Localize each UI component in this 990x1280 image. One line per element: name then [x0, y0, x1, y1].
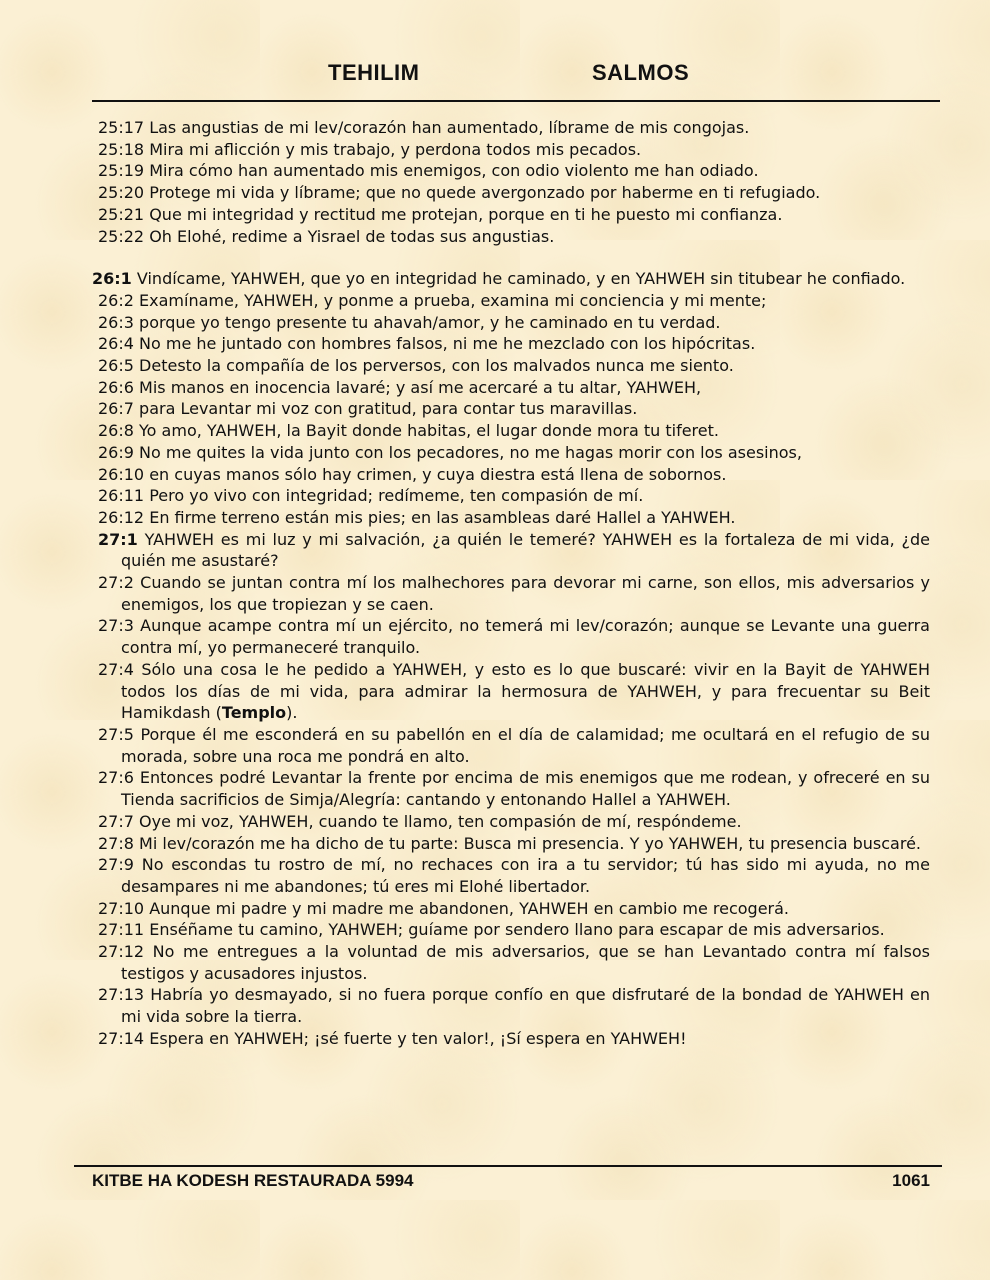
verse: [92, 811, 930, 833]
verse-ref: 26:11: [98, 486, 145, 506]
verse-ref: 27:7: [98, 811, 134, 831]
verse: [92, 160, 930, 182]
verse: [92, 442, 930, 464]
verse-text: Oye mi voz, YAHWEH, cuando te llamo, ten compasión de mí, respóndeme.: [139, 811, 742, 831]
chapter-start-verse: [92, 529, 930, 572]
verse-ref: 26:4: [98, 334, 134, 354]
verse-ref: 27:10: [98, 898, 145, 918]
verse-ref: 27:14: [98, 1028, 145, 1048]
verse-ref: 26:12: [98, 507, 145, 527]
verse-text: En firme terreno están mis pies; en las asambleas daré Hallel a YAHWEH.: [149, 507, 736, 527]
page-header: [92, 58, 940, 100]
verse-text: Espera en YAHWEH; ¡sé fuerte y ten valor!, ¡Sí espera en YAHWEH!: [149, 1028, 687, 1048]
verse: [92, 941, 930, 984]
verse-text: Mira cómo han aumentado mis enemigos, con odio violento me han odiado.: [149, 161, 759, 181]
verse: [92, 333, 930, 355]
verse-text: Porque él me esconderá en su pabellón en el día de calamidad; me ocultará en el refugio de su morada, sobre una roca me pondrá en alto.: [121, 724, 930, 766]
footer-book-title: KITBE HA KODESH RESTAURADA 5994: [92, 1171, 414, 1190]
verse-text: en cuyas manos sólo hay crimen, y cuya diestra está llena de sobornos.: [149, 464, 727, 484]
verse-ref: 26:2: [98, 290, 134, 310]
verse-text: porque yo tengo presente tu ahavah/amor, y he caminado en tu verdad.: [139, 312, 721, 332]
verse: [92, 767, 930, 810]
verse: [92, 377, 930, 399]
scripture-text: [92, 117, 930, 1050]
verse: [92, 507, 930, 529]
verse-ref: 27:12: [98, 942, 145, 962]
verse-text: Aunque mi padre y mi madre me abandonen, YAHWEH en cambio me recogerá.: [149, 898, 790, 918]
verse: [92, 919, 930, 941]
verse-ref: 26:5: [98, 356, 134, 376]
header-title-hebrew: TEHILIM: [328, 60, 420, 85]
footer-divider: [74, 1165, 942, 1167]
verse-text: Pero yo vivo con integridad; redímeme, ten compasión de mí.: [149, 486, 644, 506]
verse-text: YAHWEH es mi luz y mi salvación, ¿a quién le temeré? YAHWEH es la fortaleza de mi vida, ¿de quién me asustaré?: [121, 529, 930, 571]
verse-ref: 26:6: [98, 377, 134, 397]
verse: [92, 226, 930, 248]
verse-text: Cuando se juntan contra mí los malhechores para devorar mi carne, son ellos, mis adversarios y enemigos, los que tropiezan y se caen.: [121, 573, 930, 614]
verse: [92, 290, 930, 312]
verse-ref: 25:21: [98, 204, 145, 224]
verse-text: No escondas tu rostro de mí, no rechaces con ira a tu servidor; tú has sido mi ayuda, no me desampares ni me abandones; tú eres mi Elohé libertador.: [121, 855, 930, 896]
verse-ref: 27:5: [98, 724, 134, 744]
verse: [92, 984, 930, 1027]
verse: [92, 485, 930, 507]
verse: [92, 398, 930, 420]
verse-text: No me quites la vida junto con los pecadores, no me hagas morir con los asesinos,: [139, 442, 802, 462]
verse-text: Detesto la compañía de los perversos, con los malvados nunca me siento.: [139, 356, 734, 376]
verse-ref: 25:19: [98, 161, 145, 181]
verse-text: Examíname, YAHWEH, y ponme a prueba, examina mi conciencia y mi mente;: [139, 290, 767, 310]
verse-ref: 26:10: [98, 464, 145, 484]
verse-text: Yo amo, YAHWEH, la Bayit donde habitas, el lugar donde mora tu tiferet.: [139, 421, 719, 441]
verse: [92, 659, 930, 724]
verse-ref: 27:8: [98, 833, 134, 853]
verse: [92, 572, 930, 615]
verse-text: Mira mi aflicción y mis trabajo, y perdona todos mis pecados.: [149, 139, 642, 159]
verse-ref: 27:9: [98, 855, 134, 875]
header-divider: [92, 100, 940, 102]
verse-ref: 27:11: [98, 920, 145, 940]
verse-ref: 26:7: [98, 399, 134, 419]
verse-text: No me he juntado con hombres falsos, ni me he mezclado con los hipócritas.: [139, 334, 756, 354]
verse-ref: 27:4: [98, 659, 134, 679]
verse-emphasis: Templo: [221, 703, 287, 723]
verse-ref: 25:20: [98, 183, 145, 203]
verse-text: Mi lev/corazón me ha dicho de tu parte: Busca mi presencia. Y yo YAHWEH, tu presencia buscaré.: [139, 833, 922, 853]
verse-ref: 26:3: [98, 312, 134, 332]
verse: [92, 833, 930, 855]
verse-text: para Levantar mi voz con gratitud, para contar tus maravillas.: [139, 399, 638, 419]
verse-text: Sólo una cosa le he pedido a YAHWEH, y esto es lo que buscaré: vivir en la Bayit de YAHWEH todos los días de mi vida, para admirar la hermosura de YAHWEH, y para frecuentar su Beit Hamikdash (: [121, 659, 931, 723]
verse-text: Entonces podré Levantar la frente por encima de mis enemigos que me rodean, y ofreceré en su Tienda sacrificios de Simja/Alegría: cantando y entonando Hallel a YAHWEH.: [121, 768, 930, 810]
verse-text: Habría yo desmayado, si no fuera porque confío en que disfrutaré de la bondad de YAHWEH en mi vida sobre la tierra.: [121, 985, 930, 1027]
header-title-spanish: SALMOS: [592, 60, 690, 85]
verse-text: Enséñame tu camino, YAHWEH; guíame por sendero llano para escapar de mis adversarios.: [149, 920, 885, 940]
verse: [92, 312, 930, 334]
verse-text: Protege mi vida y líbrame; que no quede avergonzado por haberme en ti refugiado.: [149, 183, 821, 203]
verse-text: Las angustias de mi lev/corazón han aumentado, líbrame de mis congojas.: [149, 118, 750, 137]
page-number: 1061: [892, 1171, 930, 1190]
verse: [92, 724, 930, 767]
verse: [92, 204, 930, 226]
verse-text: Vindícame, YAHWEH, que yo en integridad he caminado, y en YAHWEH sin titubear he confiado.: [136, 269, 906, 289]
verse-ref: 25:17: [98, 118, 145, 137]
verse-ref: 27:3: [98, 616, 134, 636]
verse-ref: 27:13: [98, 985, 145, 1005]
verse-ref: 25:18: [98, 139, 145, 159]
chapter-start-verse: [92, 268, 930, 290]
verse-ref: 27:2: [98, 573, 134, 593]
verse-text: No me entregues a la voluntad de mis adversarios, que se han Levantado contra mí falsos testigos y acusadores injustos.: [121, 942, 930, 983]
verse: [92, 182, 930, 204]
verse: [92, 355, 930, 377]
verse-text: Que mi integridad y rectitud me protejan, porque en ti he puesto mi confianza.: [149, 204, 783, 224]
verse: [92, 615, 930, 658]
verse: [92, 854, 930, 897]
verse-ref: 27:6: [98, 768, 134, 788]
verse-ref: 26:9: [98, 442, 134, 462]
verse: [92, 420, 930, 442]
verse: [92, 117, 930, 139]
verse: [92, 1028, 930, 1050]
verse: [92, 139, 930, 161]
verse-text: Mis manos en inocencia lavaré; y así me acercaré a tu altar, YAHWEH,: [139, 377, 702, 397]
verse: [92, 464, 930, 486]
verse-text: Oh Elohé, redime a Yisrael de todas sus angustias.: [149, 226, 555, 246]
verse-ref: 26:8: [98, 421, 134, 441]
verse-ref: 26:1: [92, 269, 132, 289]
chapter-gap: [92, 247, 930, 268]
verse-ref: 27:1: [98, 529, 138, 549]
verse-ref: 25:22: [98, 226, 145, 246]
verse-text: Aunque acampe contra mí un ejército, no temerá mi lev/corazón; aunque se Levante una guerra contra mí, yo permaneceré tranquilo.: [121, 616, 930, 658]
verse-text-end: ).: [286, 703, 298, 723]
verse: [92, 898, 930, 920]
